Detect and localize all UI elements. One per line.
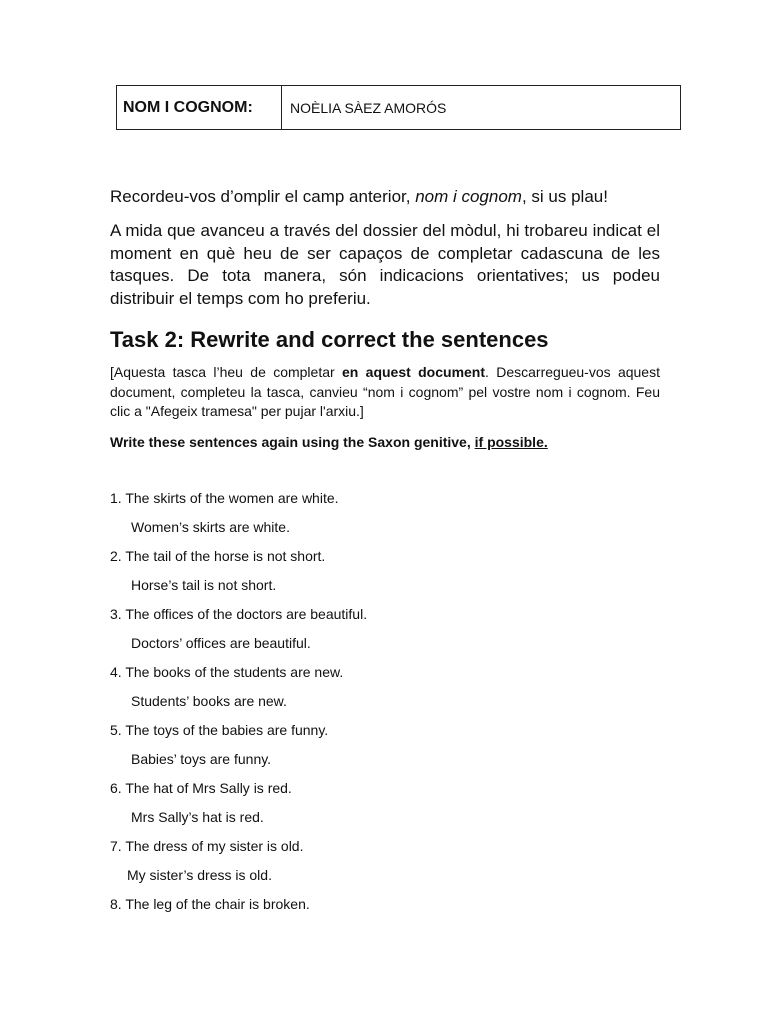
reminder-text: Recordeu-vos d’omplir el camp anterior, — [110, 187, 416, 206]
reminder-italic: nom i cognom — [415, 187, 522, 206]
reminder-paragraph — [110, 186, 660, 208]
name-value: NOÈLIA SÀEZ AMORÓS — [290, 99, 447, 116]
intro-section — [110, 186, 660, 452]
saxon-underlined: if possible. — [474, 433, 548, 450]
task-title: Task 2: Rewrite and correct the sentences — [110, 327, 549, 352]
instr-bold: en aquest document — [342, 364, 486, 380]
list-item: 7. The dress of my sister is old. — [110, 838, 304, 854]
instr-end: . Descarregueu-vos aquest document, completeu la tasca, canvieu “nom i cognom” pel vostre nom i cognom. Feu clic a "Afegeix tramesa" per pujar l'arxiu.] — [110, 364, 660, 419]
answer-line: Students’ books are new. — [131, 693, 287, 709]
name-table — [116, 85, 681, 130]
answer-line: Women’s skirts are white. — [131, 519, 290, 535]
answer-line: Doctors’ offices are beautiful. — [131, 635, 311, 651]
exercise-list — [110, 488, 670, 923]
list-item: 1. The skirts of the women are white. — [110, 490, 339, 506]
answer-line: Horse’s tail is not short. — [131, 577, 277, 593]
answer-line: Babies’ toys are funny. — [131, 751, 272, 767]
answer-line: My sister’s dress is old. — [127, 867, 272, 883]
instr-text: [Aquesta tasca l’heu de completar — [110, 364, 342, 380]
list-item: 4. The books of the students are new. — [110, 664, 344, 680]
list-item: 2. The tail of the horse is not short. — [110, 548, 326, 564]
saxon-text: Write these sentences again using the Saxon genitive, — [110, 433, 475, 450]
name-label: NOM I COGNOM: — [117, 86, 282, 129]
list-item: 6. The hat of Mrs Sally is red. — [110, 780, 292, 796]
task-instructions — [110, 363, 660, 422]
list-item: 3. The offices of the doctors are beautiful. — [110, 606, 368, 622]
answer-line: Mrs Sally’s hat is red. — [131, 809, 264, 825]
saxon-instruction — [110, 432, 660, 452]
guidance-paragraph: A mida que avanceu a través del dossier del mòdul, hi trobareu indicat el moment en què heu de ser capaços de completar cadascuna de les tasques. De tota manera, són indicacions orientatives; us podeu distribuir el temps com ho preferiu. — [110, 221, 660, 308]
list-item: 5. The toys of the babies are funny. — [110, 722, 329, 738]
reminder-end: , si us plau! — [521, 187, 608, 206]
list-item: 8. The leg of the chair is broken. — [110, 896, 310, 912]
